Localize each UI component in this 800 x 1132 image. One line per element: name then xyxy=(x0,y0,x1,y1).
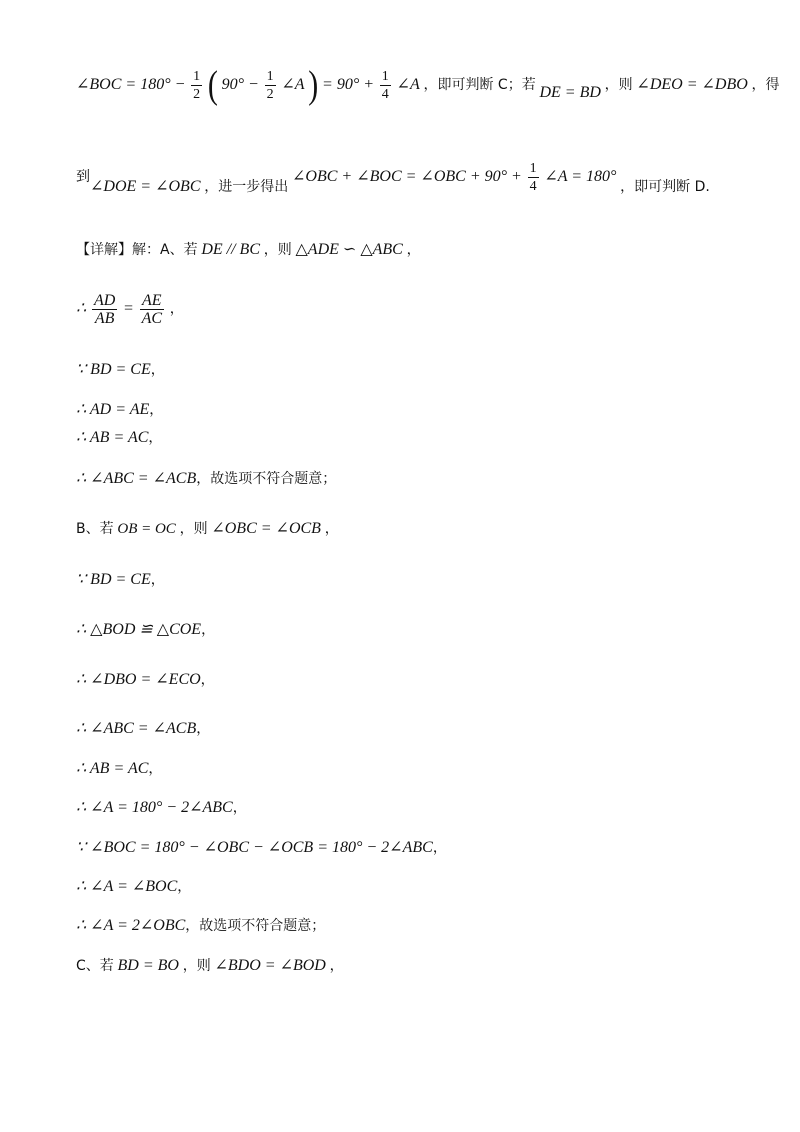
text: ，得 xyxy=(751,76,780,93)
solution-line-4 xyxy=(76,292,184,327)
text: ，则 xyxy=(604,76,633,93)
solution-line-11 xyxy=(76,620,215,640)
text: ，即可判断 C；若 xyxy=(423,76,536,93)
math-expression: ∠A xyxy=(281,75,305,93)
math-expression: DE = BD xyxy=(539,83,601,101)
solution-line-14 xyxy=(76,759,162,779)
math-expression: ∴ ∠ABC = ∠ACB xyxy=(76,470,197,487)
fraction: $\frac{1}{2}$ xyxy=(266,69,274,102)
fraction: $\frac{1}{4}$ xyxy=(529,161,537,194)
math-expression: = 90° + xyxy=(322,75,375,93)
fraction: $\frac{AD}{AB}$ xyxy=(93,292,116,327)
text: ， xyxy=(149,402,164,418)
math-expression: ∴ ∠A = 180° − 2∠ABC xyxy=(76,799,233,816)
math-expression: ∴ ∠A = ∠BOC xyxy=(76,878,178,895)
fraction: $\frac{1}{2}$ xyxy=(193,69,201,102)
fraction: $\frac{AE}{AC}$ xyxy=(141,292,163,327)
math-expression: △ADE ∽ △ABC xyxy=(295,241,403,258)
solution-line-5 xyxy=(76,360,165,380)
solution-line-6 xyxy=(76,400,163,420)
solution-line-3 xyxy=(76,240,421,260)
text: ， xyxy=(177,879,192,895)
math-expression: ∴ AD = AE xyxy=(76,401,150,418)
text: ， xyxy=(201,622,216,638)
solution-line-19 xyxy=(76,956,344,976)
text: ， xyxy=(196,721,211,737)
math-expression: ∴ △BOD ≌ △COE xyxy=(76,621,202,638)
fraction: $\frac{1}{4}$ xyxy=(381,69,389,102)
text: ， xyxy=(169,300,184,317)
left-parenthesis: ( xyxy=(207,63,218,107)
text: ， xyxy=(406,242,421,258)
text: ，进一步得出 xyxy=(204,178,289,195)
solution-line-7 xyxy=(76,428,162,448)
text: C、若 xyxy=(76,958,114,974)
math-expression: ∵ BD = CE xyxy=(76,571,151,588)
solution-line-15 xyxy=(76,798,247,818)
text: ，即可判断 D. xyxy=(620,178,710,195)
text: B、若 xyxy=(76,521,114,537)
math-expression: ∴ xyxy=(76,299,87,317)
right-parenthesis: ) xyxy=(308,63,319,107)
text: ， xyxy=(232,800,247,816)
math-expression: ∴ AB = AC xyxy=(76,429,149,446)
math-expression: ∵ BD = CE xyxy=(76,361,151,378)
math-expression: ∵ ∠BOC = 180° − ∠OBC − ∠OCB = 180° − 2∠ABC xyxy=(76,839,433,856)
text: ， xyxy=(150,362,165,378)
text: ， xyxy=(150,572,165,588)
solution-line-8 xyxy=(76,469,336,489)
math-expression: ∠DEO = ∠DBO xyxy=(636,75,748,93)
text: ， xyxy=(148,430,163,446)
text: ， xyxy=(200,672,215,688)
solution-line-12 xyxy=(76,670,215,690)
text: ，则 xyxy=(182,958,211,974)
math-expression: ∠A xyxy=(396,75,420,93)
math-expression: ∠OBC = ∠OCB xyxy=(211,520,321,537)
text: ， xyxy=(329,958,344,974)
solution-line-1 xyxy=(76,63,780,107)
solution-line-16 xyxy=(76,838,447,858)
math-expression: ∴ ∠DBO = ∠ECO xyxy=(76,671,201,688)
math-expression: ∠DOE = ∠OBC xyxy=(90,177,201,195)
text: ，则 xyxy=(179,521,208,537)
text: ，则 xyxy=(263,242,292,258)
solution-line-13 xyxy=(76,719,210,739)
solution-line-9 xyxy=(76,519,339,539)
solution-line-10 xyxy=(76,570,165,590)
text: ， xyxy=(432,840,447,856)
math-expression: ∠BDO = ∠BOD xyxy=(214,957,326,974)
math-expression: ∴ ∠A = 2∠OBC xyxy=(76,917,186,934)
solution-line-17 xyxy=(76,877,191,897)
math-expression: ∠A = 180° xyxy=(544,167,617,185)
math-expression: BD = BO xyxy=(117,957,179,974)
equals-sign: = xyxy=(123,299,134,317)
text: ， xyxy=(148,761,163,777)
text: ， xyxy=(324,521,339,537)
text: 【详解】解：A、若 xyxy=(76,242,198,258)
math-expression: ∠BOC = 180° − xyxy=(76,75,186,93)
math-expression: DE // BC xyxy=(201,241,260,258)
text: 到 xyxy=(76,168,90,185)
text: ，故选项不符合题意； xyxy=(185,918,326,934)
text: ，故选项不符合题意； xyxy=(196,471,337,487)
math-expression: OB = OC xyxy=(117,521,176,537)
math-expression: ∴ AB = AC xyxy=(76,760,149,777)
math-expression: ∴ ∠ABC = ∠ACB xyxy=(76,720,197,737)
math-expression: ∠OBC + ∠BOC = ∠OBC + 90° + xyxy=(292,167,522,185)
solution-line-18 xyxy=(76,916,325,936)
solution-line-2 xyxy=(76,160,710,195)
math-expression: 90° − xyxy=(221,75,259,93)
